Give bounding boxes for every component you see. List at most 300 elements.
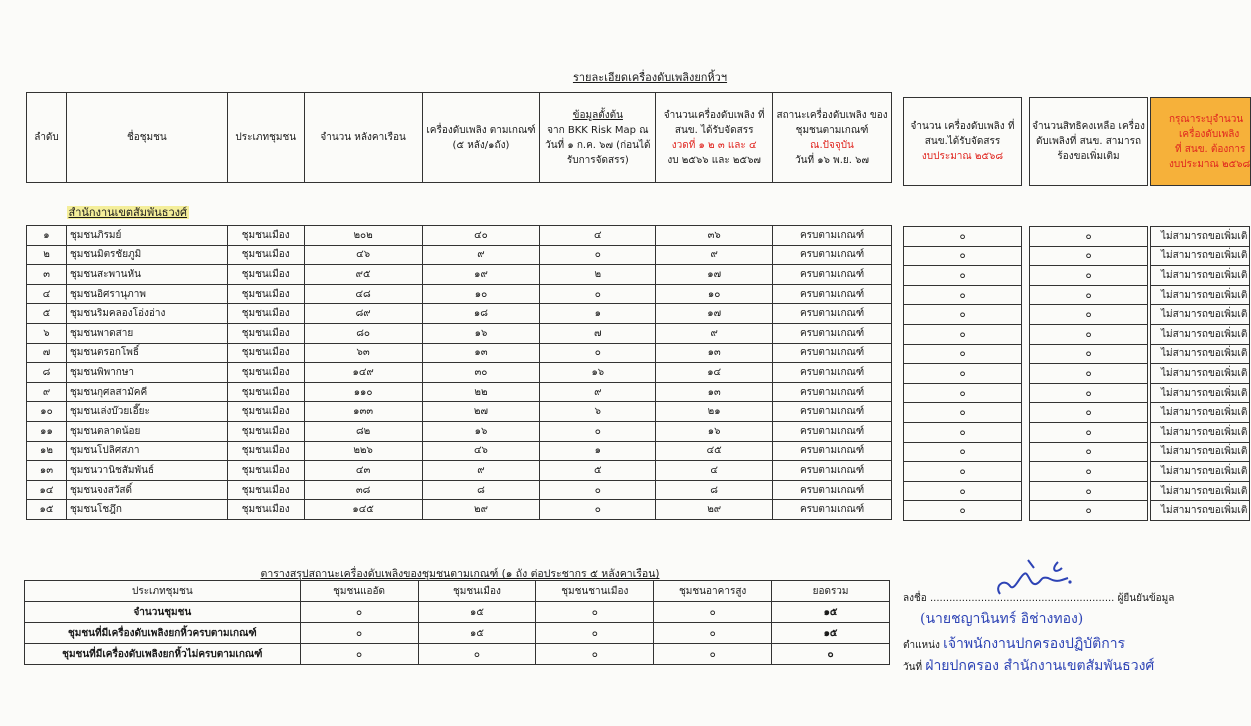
row-request-status: ไม่สามารถขอเพิ่มเติ (1151, 383, 1250, 403)
row-community-name: ชุมชนมิตรชัยภูมิ (66, 245, 227, 265)
row-initial: ๐ (540, 421, 656, 441)
row-order: ๑ (27, 226, 67, 246)
row-remaining-rights: ๐ (1030, 266, 1148, 286)
side-row (1151, 442, 1250, 462)
summary-cell: ๐ (536, 644, 654, 665)
row-order: ๔ (27, 284, 67, 304)
row-allocated: ๑๓ (656, 382, 773, 402)
budget-allocation-values (903, 226, 1022, 521)
row-initial: ๙ (540, 382, 656, 402)
row-allocated: ๑๓ (656, 343, 773, 363)
side-row (1030, 285, 1148, 305)
side-row (1030, 481, 1148, 501)
summary-cell: ๐ (536, 602, 654, 623)
row-allocated-2568: ๐ (904, 501, 1022, 521)
row-households: ๔๓ (304, 461, 422, 481)
row-community-type: ชุมชนเมือง (227, 382, 304, 402)
row-remaining-rights: ๐ (1030, 227, 1148, 247)
row-remaining-rights: ๐ (1030, 501, 1148, 521)
row-community-type: ชุมชนเมือง (227, 402, 304, 422)
position-value: เจ้าพนักงานปกครองปฏิบัติการ (943, 636, 1126, 652)
side-row (1151, 266, 1250, 286)
side-row (1030, 246, 1148, 266)
summary-table (24, 580, 890, 665)
side-row (1151, 383, 1250, 403)
row-allocated: ๘ (656, 480, 773, 500)
office-row (27, 183, 892, 226)
summary-cell: ๐ (654, 623, 772, 644)
confirm-label: ผู้ยืนยันข้อมูล (1117, 593, 1175, 604)
side3-header-b: เครื่องดับเพลิง (1179, 128, 1240, 140)
summary-row-label: ชุมชนที่มีเครื่องดับเพลิงยกหิ้วไม่ครบตามเกณฑ์ (25, 644, 301, 665)
row-initial: ๒ (540, 265, 656, 285)
row-criteria: ๓๐ (422, 363, 540, 383)
side-row (1030, 462, 1148, 482)
row-initial: ๐ (540, 245, 656, 265)
side-row (1151, 462, 1250, 482)
row-initial: ๖ (540, 402, 656, 422)
row-request-status: ไม่สามารถขอเพิ่มเติ (1151, 246, 1250, 266)
row-request-status: ไม่สามารถขอเพิ่มเติ (1151, 462, 1250, 482)
row-community-type: ชุมชนเมือง (227, 265, 304, 285)
row-remaining-rights: ๐ (1030, 246, 1148, 266)
row-households: ๘๐ (304, 323, 422, 343)
row-allocated-2568: ๐ (904, 364, 1022, 384)
summary-cell: ๑๕ (772, 602, 890, 623)
row-allocated: ๒๑ (656, 402, 773, 422)
side-row (1151, 403, 1250, 423)
summary-header: ชุมชนแออัด (300, 581, 418, 602)
row-allocated-2568: ๐ (904, 403, 1022, 423)
side-row (1151, 364, 1250, 384)
row-allocated-2568: ๐ (904, 266, 1022, 286)
side-row (1151, 305, 1250, 325)
summary-cell: ๐ (772, 644, 890, 665)
office-label: สำนักงานเขตสัมพันธวงศ์ (68, 206, 188, 219)
row-allocated: ๑๗ (656, 304, 773, 324)
row-community-name: ชุมชนเล่งบ๊วยเอี๊ยะ (66, 402, 227, 422)
header-households: จำนวน หลังคาเรือน (304, 93, 422, 183)
row-order: ๑๐ (27, 402, 67, 422)
table-row (27, 461, 892, 481)
side-row (904, 246, 1022, 266)
summary-cell: ๑๕ (772, 623, 890, 644)
signer-name: (นายชญานินทร์ อิช่างทอง) (920, 611, 1084, 627)
side-row (1151, 227, 1250, 247)
row-allocated-2568: ๐ (904, 246, 1022, 266)
row-community-type: ชุมชนเมือง (227, 461, 304, 481)
row-criteria: ๑๙ (422, 265, 540, 285)
row-community-type: ชุมชนเมือง (227, 323, 304, 343)
row-status: ครบตามเกณฑ์ (773, 480, 892, 500)
row-community-type: ชุมชนเมือง (227, 343, 304, 363)
summary-row (25, 602, 890, 623)
table-row (27, 441, 892, 461)
row-community-type: ชุมชนเมือง (227, 421, 304, 441)
side-row (904, 285, 1022, 305)
row-request-status: ไม่สามารถขอเพิ่มเติ (1151, 344, 1250, 364)
side1-header (904, 98, 1022, 186)
side-row (1151, 481, 1250, 501)
row-order: ๙ (27, 382, 67, 402)
header-order: ลำดับ (27, 93, 67, 183)
row-allocated: ๔ (656, 461, 773, 481)
row-initial: ๑๖ (540, 363, 656, 383)
row-initial: ๕ (540, 461, 656, 481)
header-status (773, 93, 892, 183)
side3-header (1151, 98, 1251, 186)
row-criteria: ๒๙ (422, 500, 540, 520)
header-allocated-red: งวดที่ ๑ ๒ ๓ และ ๔ (671, 139, 757, 151)
side-row (904, 324, 1022, 344)
row-criteria: ๘ (422, 480, 540, 500)
row-remaining-rights: ๐ (1030, 324, 1148, 344)
header-bkk-risk-text: จาก BKK Risk Map ณ วันที่ ๑ ก.ค. ๖๗ (ก่อนได้รับการจัดสรร) (545, 124, 651, 166)
side3-body (1151, 227, 1250, 521)
handwritten-signature (990, 556, 1080, 600)
side2-body (1030, 227, 1148, 521)
row-allocated-2568: ๐ (904, 324, 1022, 344)
row-households: ๑๑๐ (304, 382, 422, 402)
summary-cell: ๐ (654, 644, 772, 665)
row-order: ๑๓ (27, 461, 67, 481)
row-status: ครบตามเกณฑ์ (773, 441, 892, 461)
row-criteria: ๑๘ (422, 304, 540, 324)
row-community-name: ชุมชนภิรมย์ (66, 226, 227, 246)
side-row (904, 305, 1022, 325)
row-households: ๑๔๕ (304, 500, 422, 520)
side1-header-row (904, 98, 1022, 186)
row-remaining-rights: ๐ (1030, 344, 1148, 364)
header-allocated-a: จำนวนเครื่องดับเพลิง ที่ สนข. ได้รับจัดสรร (663, 109, 765, 136)
side-row (904, 344, 1022, 364)
row-community-type: ชุมชนเมือง (227, 500, 304, 520)
row-allocated: ๑๔ (656, 363, 773, 383)
summary-header: ชุมชนเมือง (418, 581, 536, 602)
side-row (904, 501, 1022, 521)
row-order: ๑๑ (27, 421, 67, 441)
row-criteria: ๒๒ (422, 382, 540, 402)
row-status: ครบตามเกณฑ์ (773, 343, 892, 363)
row-households: ๑๔๙ (304, 363, 422, 383)
header-allocated (656, 93, 773, 183)
sign-label: ลงชื่อ (903, 593, 927, 604)
row-community-type: ชุมชนเมือง (227, 480, 304, 500)
row-initial: ๐ (540, 284, 656, 304)
table-row (27, 382, 892, 402)
row-community-name: ชุมชนริมคลองโอ่งอ่าง (66, 304, 227, 324)
row-community-name: ชุมชนตรอกโพธิ์ (66, 343, 227, 363)
row-status: ครบตามเกณฑ์ (773, 421, 892, 441)
main-body (27, 226, 892, 520)
summary-cell: ๐ (536, 623, 654, 644)
summary-title: ตารางสรุปสถานะเครื่องดับเพลิงของชุมชนตามเกณฑ์ (๑ ถัง ต่อประชากร ๕ หลังคาเรือน) (260, 568, 660, 580)
row-allocated: ๙ (656, 323, 773, 343)
side-row (1030, 364, 1148, 384)
row-community-name: ชุมชนอิศรานุภาพ (66, 284, 227, 304)
row-order: ๑๕ (27, 500, 67, 520)
side2-header-row (1030, 98, 1148, 186)
row-community-name: ชุมชนโปลิศสภา (66, 441, 227, 461)
row-request-status: ไม่สามารถขอเพิ่มเติ (1151, 285, 1250, 305)
side-row (1151, 324, 1250, 344)
row-order: ๗ (27, 343, 67, 363)
table-row (27, 245, 892, 265)
row-community-name: ชุมชนโชฎึก (66, 500, 227, 520)
summary-body (25, 581, 890, 665)
row-criteria: ๔๖ (422, 441, 540, 461)
side-row (1151, 501, 1250, 521)
header-bkk-risk-underline: ข้อมูลตั้งต้น (572, 109, 623, 121)
row-households: ๔๘ (304, 284, 422, 304)
row-allocated-2568: ๐ (904, 285, 1022, 305)
summary-header-row (25, 581, 890, 602)
row-community-name: ชุมชนพิพากษา (66, 363, 227, 383)
position-line (903, 633, 1125, 655)
header-criteria: เครื่องดับเพลิง ตามเกณฑ์ (๕ หลัง/๑ถัง) (422, 93, 540, 183)
side-row (1030, 324, 1148, 344)
row-allocated: ๔๕ (656, 441, 773, 461)
row-community-type: ชุมชนเมือง (227, 226, 304, 246)
row-criteria: ๙ (422, 461, 540, 481)
summary-header: ประเภทชุมชน (25, 581, 301, 602)
row-initial: ๑ (540, 304, 656, 324)
row-remaining-rights: ๐ (1030, 403, 1148, 423)
row-status: ครบตามเกณฑ์ (773, 363, 892, 383)
side-row (1030, 422, 1148, 442)
row-initial: ๐ (540, 343, 656, 363)
table-row (27, 480, 892, 500)
row-remaining-rights: ๐ (1030, 462, 1148, 482)
row-remaining-rights: ๐ (1030, 442, 1148, 462)
side3-header-a: กรุณาระบุจำนวน (1169, 113, 1244, 125)
header-status-a: สถานะเครื่องดับเพลิง ของชุมชนตามเกณฑ์ (776, 109, 888, 136)
summary-row-label: จำนวนชุมชน (25, 602, 301, 623)
row-community-name: ชุมชนตลาดน้อย (66, 421, 227, 441)
row-status: ครบตามเกณฑ์ (773, 265, 892, 285)
table-row (27, 284, 892, 304)
row-criteria: ๑๐ (422, 284, 540, 304)
row-remaining-rights: ๐ (1030, 383, 1148, 403)
row-remaining-rights: ๐ (1030, 481, 1148, 501)
row-allocated: ๙ (656, 245, 773, 265)
row-initial: ๐ (540, 480, 656, 500)
header-allocated-b: งบ ๒๕๖๖ และ ๒๕๖๗ (667, 154, 761, 166)
row-status: ครบตามเกณฑ์ (773, 382, 892, 402)
row-request-status: ไม่สามารถขอเพิ่มเติ (1151, 403, 1250, 423)
side-row (904, 422, 1022, 442)
row-remaining-rights: ๐ (1030, 305, 1148, 325)
row-status: ครบตามเกณฑ์ (773, 402, 892, 422)
row-community-name: ชุมชนพาดสาย (66, 323, 227, 343)
row-community-type: ชุมชนเมือง (227, 284, 304, 304)
side3-header-row (1151, 98, 1251, 186)
summary-cell: ๑๕ (418, 623, 536, 644)
row-status: ครบตามเกณฑ์ (773, 323, 892, 343)
row-allocated-2568: ๐ (904, 481, 1022, 501)
row-initial: ๗ (540, 323, 656, 343)
side-row (1030, 266, 1148, 286)
table-row (27, 226, 892, 246)
row-status: ครบตามเกณฑ์ (773, 245, 892, 265)
summary-row (25, 623, 890, 644)
row-allocated: ๑๗ (656, 265, 773, 285)
row-households: ๒๐๒ (304, 226, 422, 246)
header-community-type: ประเภทชุมชน (227, 93, 304, 183)
row-allocated-2568: ๐ (904, 344, 1022, 364)
row-remaining-rights: ๐ (1030, 364, 1148, 384)
row-criteria: ๔๐ (422, 226, 540, 246)
row-allocated-2568: ๐ (904, 305, 1022, 325)
row-allocated-2568: ๐ (904, 383, 1022, 403)
row-request-status: ไม่สามารถขอเพิ่มเติ (1151, 227, 1250, 247)
table-row (27, 265, 892, 285)
header-row (27, 93, 892, 183)
row-remaining-rights: ๐ (1030, 422, 1148, 442)
side2-header: จำนวนสิทธิคงเหลือ เครื่องดับเพลิงที่ สนข. สามารถร้องขอเพิ่มเติม (1030, 98, 1148, 186)
table-row (27, 500, 892, 520)
summary-header: ชุมชนชานเมือง (536, 581, 654, 602)
unit-label: วันที่ (903, 662, 923, 673)
row-households: ๘๙ (304, 304, 422, 324)
row-order: ๓ (27, 265, 67, 285)
row-community-name: ชุมชนกุศลสามัคคี (66, 382, 227, 402)
row-status: ครบตามเกณฑ์ (773, 304, 892, 324)
row-households: ๒๒๖ (304, 441, 422, 461)
table-row (27, 304, 892, 324)
summary-row (25, 644, 890, 665)
table-row (27, 343, 892, 363)
side-row (1151, 285, 1250, 305)
side-row (1030, 344, 1148, 364)
row-request-status: ไม่สามารถขอเพิ่มเติ (1151, 442, 1250, 462)
row-order: ๘ (27, 363, 67, 383)
header-status-red: ณ.ปัจจุบัน (810, 139, 854, 151)
row-request-status: ไม่สามารถขอเพิ่มเติ (1151, 501, 1250, 521)
row-remaining-rights: ๐ (1030, 285, 1148, 305)
side-row (904, 403, 1022, 423)
side-row (1030, 442, 1148, 462)
row-households: ๓๘ (304, 480, 422, 500)
row-initial: ๑ (540, 441, 656, 461)
row-request-status: ไม่สามารถขอเพิ่มเติ (1151, 324, 1250, 344)
row-households: ๑๓๓ (304, 402, 422, 422)
row-households: ๖๓ (304, 343, 422, 363)
side-row (1151, 422, 1250, 442)
row-status: ครบตามเกณฑ์ (773, 500, 892, 520)
summary-row-label: ชุมชนที่มีเครื่องดับเพลิงยกหิ้วครบตามเกณฑ์ (25, 623, 301, 644)
row-community-name: ชุมชนวานิชสัมพันธ์ (66, 461, 227, 481)
row-community-name: ชุมชนสะพานหัน (66, 265, 227, 285)
row-order: ๑๒ (27, 441, 67, 461)
row-initial: ๐ (540, 500, 656, 520)
row-request-status: ไม่สามารถขอเพิ่มเติ (1151, 266, 1250, 286)
row-status: ครบตามเกณฑ์ (773, 461, 892, 481)
side-row (904, 266, 1022, 286)
side-row (1030, 227, 1148, 247)
header-community-name: ชื่อชุมชน (66, 93, 227, 183)
side-row (904, 442, 1022, 462)
row-community-type: ชุมชนเมือง (227, 245, 304, 265)
side3-header-d: งบประมาณ ๒๕๖๘ (1169, 158, 1251, 170)
remaining-rights-values (1029, 226, 1148, 521)
row-order: ๖ (27, 323, 67, 343)
side1-header-a: จำนวน เครื่องดับเพลิง ที่ สนข.ได้รับจัดสรร (910, 121, 1015, 147)
summary-cell: ๐ (300, 602, 418, 623)
sign-dots: .......................................................... (930, 593, 1115, 604)
summary-cell: ๐ (418, 644, 536, 665)
row-criteria: ๑๖ (422, 323, 540, 343)
row-request-status: ไม่สามารถขอเพิ่มเติ (1151, 305, 1250, 325)
row-request-status: ไม่สามารถขอเพิ่มเติ (1151, 364, 1250, 384)
request-table (1150, 97, 1251, 186)
request-values (1150, 226, 1250, 521)
table-row (27, 363, 892, 383)
table-row (27, 402, 892, 422)
row-community-type: ชุมชนเมือง (227, 363, 304, 383)
row-order: ๕ (27, 304, 67, 324)
row-criteria: ๒๗ (422, 402, 540, 422)
header-status-b: วันที่ ๑๖ พ.ย. ๖๗ (795, 154, 870, 166)
row-order: ๒ (27, 245, 67, 265)
side-row (1151, 344, 1250, 364)
summary-header: ยอดรวม (772, 581, 890, 602)
unit-line (903, 655, 1154, 677)
row-community-type: ชุมชนเมือง (227, 304, 304, 324)
row-criteria: ๑๓ (422, 343, 540, 363)
fire-extinguisher-table (26, 92, 892, 520)
row-allocated-2568: ๐ (904, 422, 1022, 442)
row-allocated-2568: ๐ (904, 227, 1022, 247)
row-allocated-2568: ๐ (904, 442, 1022, 462)
side-row (1151, 246, 1250, 266)
row-allocated: ๑๐ (656, 284, 773, 304)
row-criteria: ๙ (422, 245, 540, 265)
row-request-status: ไม่สามารถขอเพิ่มเติ (1151, 481, 1250, 501)
row-households: ๔๖ (304, 245, 422, 265)
unit-value: ฝ่ายปกครอง สำนักงานเขตสัมพันธวงศ์ (925, 658, 1155, 674)
remaining-rights-table (1029, 97, 1148, 186)
summary-cell: ๐ (300, 644, 418, 665)
side-row (904, 227, 1022, 247)
summary-cell: ๑๕ (418, 602, 536, 623)
table-row (27, 421, 892, 441)
row-households: ๙๕ (304, 265, 422, 285)
row-status: ครบตามเกณฑ์ (773, 226, 892, 246)
row-initial: ๔ (540, 226, 656, 246)
table-row (27, 323, 892, 343)
side1-body (904, 227, 1022, 521)
row-criteria: ๑๖ (422, 421, 540, 441)
row-allocated: ๓๖ (656, 226, 773, 246)
office-label-cell (27, 183, 892, 226)
side-row (1030, 501, 1148, 521)
row-order: ๑๔ (27, 480, 67, 500)
side-row (1030, 383, 1148, 403)
side1-header-red: งบประมาณ ๒๕๖๘ (921, 151, 1004, 162)
row-allocated: ๒๙ (656, 500, 773, 520)
row-households: ๘๒ (304, 421, 422, 441)
side-row (904, 383, 1022, 403)
position-label: ตำแหน่ง (903, 640, 940, 651)
side3-header-c: ที่ สนข. ต้องการ (1175, 143, 1246, 155)
row-request-status: ไม่สามารถขอเพิ่มเติ (1151, 422, 1250, 442)
row-community-name: ชุมชนจงสวัสดิ์ (66, 480, 227, 500)
side-row (904, 462, 1022, 482)
row-allocated: ๑๖ (656, 421, 773, 441)
side-row (1030, 403, 1148, 423)
header-bkk-risk (540, 93, 656, 183)
